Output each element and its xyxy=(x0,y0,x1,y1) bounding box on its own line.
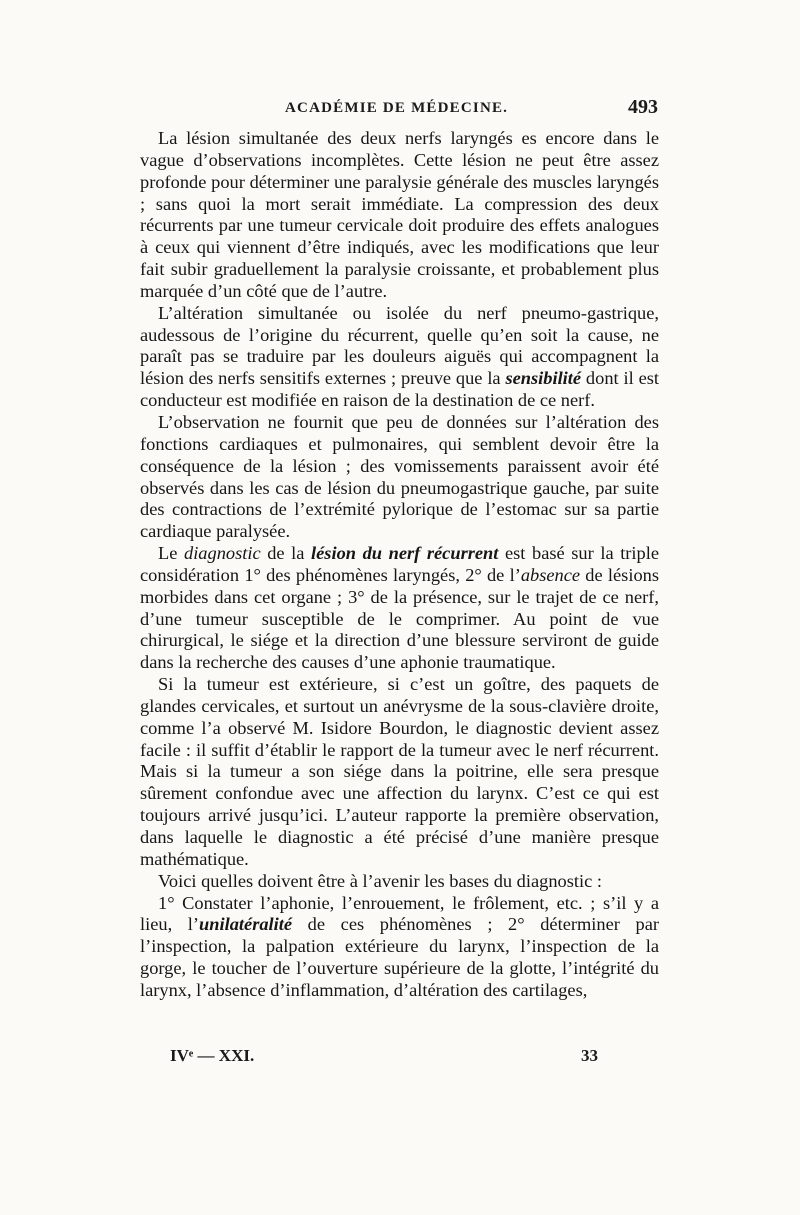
text-run: de ces phénomènes ; 2° déterminer par l’inspection, la palpation extérieure du larynx, l’inspection de la gorge, le toucher de l’ouverture supérieure de la glotte, l’intégrité du larynx, l’absence d’inflammation, d’altération des cartilages, xyxy=(140,914,659,1000)
emphasized-text: absence xyxy=(520,564,581,585)
page-number: 493 xyxy=(628,96,658,118)
emphasized-text: sensibilité xyxy=(505,368,582,389)
paragraph xyxy=(140,871,659,893)
body-text xyxy=(140,128,659,1002)
paragraph xyxy=(140,543,659,674)
text-run: 1° Constater l’aphonie, l’enrouement, le frôlement, etc. ; s’il y a lieu, l’ xyxy=(140,892,659,935)
text-run: Le xyxy=(158,543,184,564)
paragraph xyxy=(140,893,659,1002)
paragraph xyxy=(140,128,659,303)
text-run: La lésion simultanée des deux nerfs laryngés es encore dans le vague d’observations incomplètes. Cette lésion ne peut être assez profonde pour déterminer une paralysie générale des muscles laryngés ; sans quoi la mort serait immédiate. La compression des deux récurrents par une tumeur cervicale doit produire des effets analogues à ceux qui viennent d’être indiqués, avec les modifications que leur fait subir graduellement la paralysie croissante, et probablement plus marquée d’un côté que de l’autre. xyxy=(140,128,659,301)
text-run: de la xyxy=(260,543,312,564)
text-run: Voici quelles doivent être à l’avenir les bases du diagnostic : xyxy=(158,870,602,891)
running-title: ACADÉMIE DE MÉDECINE. xyxy=(285,100,509,116)
paragraph xyxy=(140,303,659,412)
sheet-number: 33 xyxy=(581,1046,598,1065)
text-run: est basé sur la triple considération 1° des phénomènes laryngés, 2° de l’ xyxy=(140,543,660,585)
paragraph xyxy=(140,674,659,871)
text-run: L’observation ne fournit que peu de données sur l’altération des fonctions cardiaques et pulmonaires, qui semblent devoir être la conséquence de la lésion ; des vomissements paraissent avoir été observés dans les cas de lésion du pneumogastrique gauche, par suite des contractions de l’extrémité pylorique de l’estomac sur sa partie cardiaque paralysée. xyxy=(140,411,659,542)
emphasized-text: diagnostic xyxy=(184,543,261,564)
text-run: de lésions morbides dans cet organe ; 3° de la présence, sur le trajet de ce nerf, d’une tumeur susceptible de le comprimer. Au point de vue chirurgical, le siége et la direction d’une blessure serviront de guide dans la recherche des causes d’une aphonie traumatique. xyxy=(140,564,659,673)
emphasized-text: lésion du nerf récurrent xyxy=(311,543,499,564)
text-run: dont il est conducteur est modifiée en raison de la destination de ce nerf. xyxy=(140,368,659,411)
emphasized-text: unilatéralité xyxy=(199,914,293,935)
text-run: L’altération simultanée ou isolée du nerf pneumo-gastrique, audessous de l’origine du récurrent, quelle qu’en soit la cause, ne paraît pas se traduire par les douleurs aiguës qui accompagnent la lésion des nerfs sensitifs externes ; preuve que la xyxy=(140,302,659,389)
page-header xyxy=(140,94,658,124)
signature-mark: IVᵉ — XXI. xyxy=(170,1046,255,1065)
paragraph xyxy=(140,412,659,543)
text-run: Si la tumeur est extérieure, si c’est un goître, des paquets de glandes cervicales, et surtout un anévrysme de la sous-clavière droite, comme l’a observé M. Isidore Bourdon, le diagnostic devient assez facile : il suffit d’établir le rapport de la tumeur avec le nerf récurrent. Mais si la tumeur a son siége dans la poitrine, elle sera presque sûrement confondue avec une affection du larynx. C’est ce qui est toujours arrivé jusqu’ici. L’auteur rapporte la première observation, dans laquelle le diagnostic a été précisé d’une manière presque mathématique. xyxy=(140,674,659,869)
page-footer xyxy=(170,1046,600,1070)
